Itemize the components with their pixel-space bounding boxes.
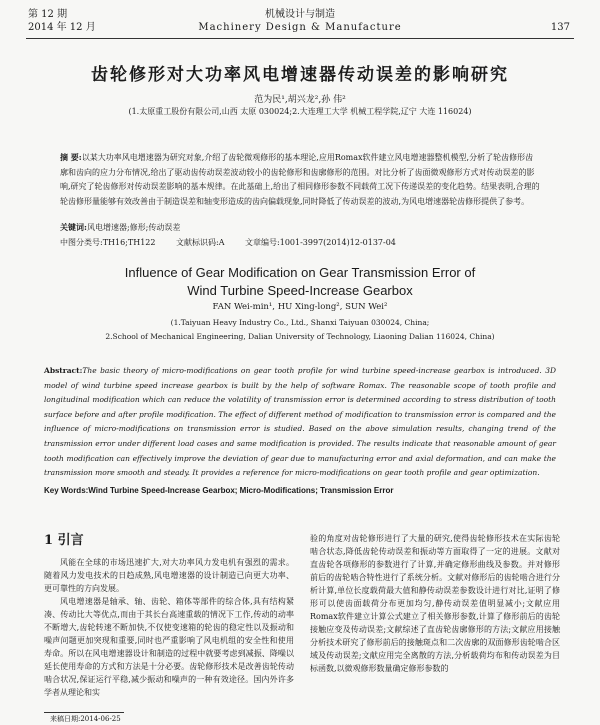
abstract-cn-label: 摘 要: bbox=[60, 152, 82, 162]
footnote-rule bbox=[44, 712, 124, 713]
keywords-cn-text: 风电增速器;修形;传动误差 bbox=[86, 223, 181, 232]
title-en bbox=[0, 264, 600, 300]
document-code: 文献标识码:A bbox=[176, 238, 225, 247]
header-issue: 第 12 期 bbox=[28, 9, 68, 20]
title-cn: 齿轮修形对大功率风电增速器传动误差的影响研究 bbox=[91, 65, 509, 85]
body-paragraph: 验的角度对齿轮修形进行了大量的研究,使得齿轮修形技术在实际齿轮啮合状态,降低齿轮传动误差和振动等方面取得了一定的进展。文献对直齿轮各项修形的参数进行了计算,并确定修形曲线及参数。并对修形前后的齿轮啮合特性进行了系统分析。文献对修形后的齿轮啮合进行分析计算,单位长度载荷最大值和静传动误差参数设计进行对比,证明了修形可以使齿面载荷分布更加均匀,静传动误差值明显减小;文献应用Romax软件建立计算公式建立了相关修形参数,计算了修形前后的齿轮接触应变及传动误差;文献综述了直齿轮齿廓修形的方法;文献应用接触分析技术研究了修形前后的接触斑点和二次齿廓的双面修形齿轮啮合区域及传动误差;文献应用完全离散的方法,分析载荷均布和传动误差为目标函数,以微观修形数量确定修形参数的 bbox=[310, 534, 560, 673]
affiliation-en bbox=[0, 316, 600, 344]
keywords-cn-label: 关键词: bbox=[60, 222, 87, 232]
affiliation-en-line1: (1.Taiyuan Heavy Industry Co., Ltd., Shanxi Taiyuan 030024, China; bbox=[170, 318, 430, 327]
keywords-en: Key Words:Wind Turbine Speed-Increase Gearbox; Micro-Modifications; Transmission Error bbox=[44, 486, 394, 495]
keywords-cn bbox=[60, 222, 540, 233]
abstract-cn bbox=[60, 150, 540, 209]
body-paragraph: 风电增速器是轴承、轴、齿轮、箱体等部件的综合体,具有结构紧凑、传动比大等优点,而由于其长台高速重载的情况下工作,传动的动率不断增大,齿轮转速不断加快,不仅使变速箱的轮齿的稳定性以及振动和噪声问题更加突现和重要,同时也严重影响了风电机组的安全性和使用寿命。所以在风电增速器设计和制造的过程中就要考虑到减振、降噪以延长使用寿命的方式和方法是十分必要。齿轮修形技术是改善齿轮传动啮合状况,保证运行平稳,减少振动和噪声的一种有效途径。国内外许多学者从理论和实 bbox=[44, 597, 294, 697]
clc-number: 中图分类号:TH16;TH122 bbox=[60, 238, 156, 247]
abstract-cn-text: 以某大功率风电增速器为研究对象,介绍了齿轮微观修形的基本理论,应用Romax软件建立风电增速器整机模型,分析了轮齿修形齿廓和齿向的应力分布情况,给出了驱动齿传动误差波动较小的齿轮修形和齿廓修形的范围。对比分析了齿面微观修形方式对传动误差的影响,研究了轮齿修形对传动误差影响的基本规律。在此基础上,给出了相同修形参数不同载荷工况下传递误差的变化趋势。结果表明,合理的轮齿修形量能够有效改善由于制造误差和轴变形造成的齿向偏载现象,同时降低了传动误差的波动,为风电增速器轮齿修形提供了参考。 bbox=[60, 153, 540, 206]
title-en-line1: Influence of Gear Modification on Gear Transmission Error of bbox=[124, 265, 476, 280]
authors-en: FAN Wei-min¹, HU Xing-long², SUN Wei² bbox=[212, 302, 388, 312]
header-page-number: 137 bbox=[550, 22, 570, 33]
header-rule bbox=[26, 38, 574, 39]
body-paragraph: 风能在全球的市场迅速扩大,对大功率风力发电机有强烈的需求。随着风力发电技术的日趋成熟,风电增速器的设计制造已向更大功率、更可靠性的方向发展。 bbox=[44, 558, 294, 593]
header-journal-cn: 机械设计与制造 bbox=[265, 9, 335, 20]
authors-cn: 范为民¹,胡兴龙²,孙 伟² bbox=[254, 95, 346, 105]
header-date: 2014 年 12 月 bbox=[28, 22, 96, 33]
section-title: 1 引言 bbox=[44, 533, 84, 548]
footnote-received-date: 来稿日期:2014-06-25 bbox=[50, 715, 121, 723]
header-journal bbox=[0, 8, 600, 34]
affiliation-en-line2: 2.School of Mechanical Engineering, Dalian University of Technology, Liaoning Dalian 116024, China) bbox=[105, 332, 495, 341]
abstract-en-text: The basic theory of micro-modifications on gear tooth profile for wind turbine speed-increase gearbox is introduced. 3D model of wind turbine speed increase gearbox is built by the help of software Romax. The reasonable scope of tooth profile and longitudinal modification which can reduce the volatility of transmission error is determined according to stress distribution of tooth surface before and after profile modification. The effect of different method of modification to transmission error is compared and the influence of micro-modifications on transmission error is studied. Based on the above simulation results, changing trend of the transmission error under different load cases and same modification is provided. The results indicate that reasonable amount of gear tooth modification can effectively improve the deviation of gear due to manufacturing error and axial deformation, and can make the transmission more smooth and steady. It provides a reference for micro-modifications on gear tooth profile and gear optimization. bbox=[44, 366, 556, 478]
affiliation-cn: (1.太原重工股份有限公司,山西 太原 030024;2.大连理工大学 机械工程学院,辽宁 大连 116024) bbox=[128, 107, 472, 116]
title-en-line2: Wind Turbine Speed-Increase Gearbox bbox=[187, 283, 413, 298]
abstract-en-label: Abstract: bbox=[44, 366, 83, 375]
article-number: 文章编号:1001-3997(2014)12-0137-04 bbox=[245, 238, 396, 247]
header-journal-en: Machinery Design & Manufacture bbox=[198, 22, 402, 33]
body-column-left bbox=[44, 532, 294, 699]
abstract-en bbox=[44, 364, 556, 481]
body-column-right bbox=[310, 532, 560, 675]
classification-cn bbox=[60, 237, 540, 248]
